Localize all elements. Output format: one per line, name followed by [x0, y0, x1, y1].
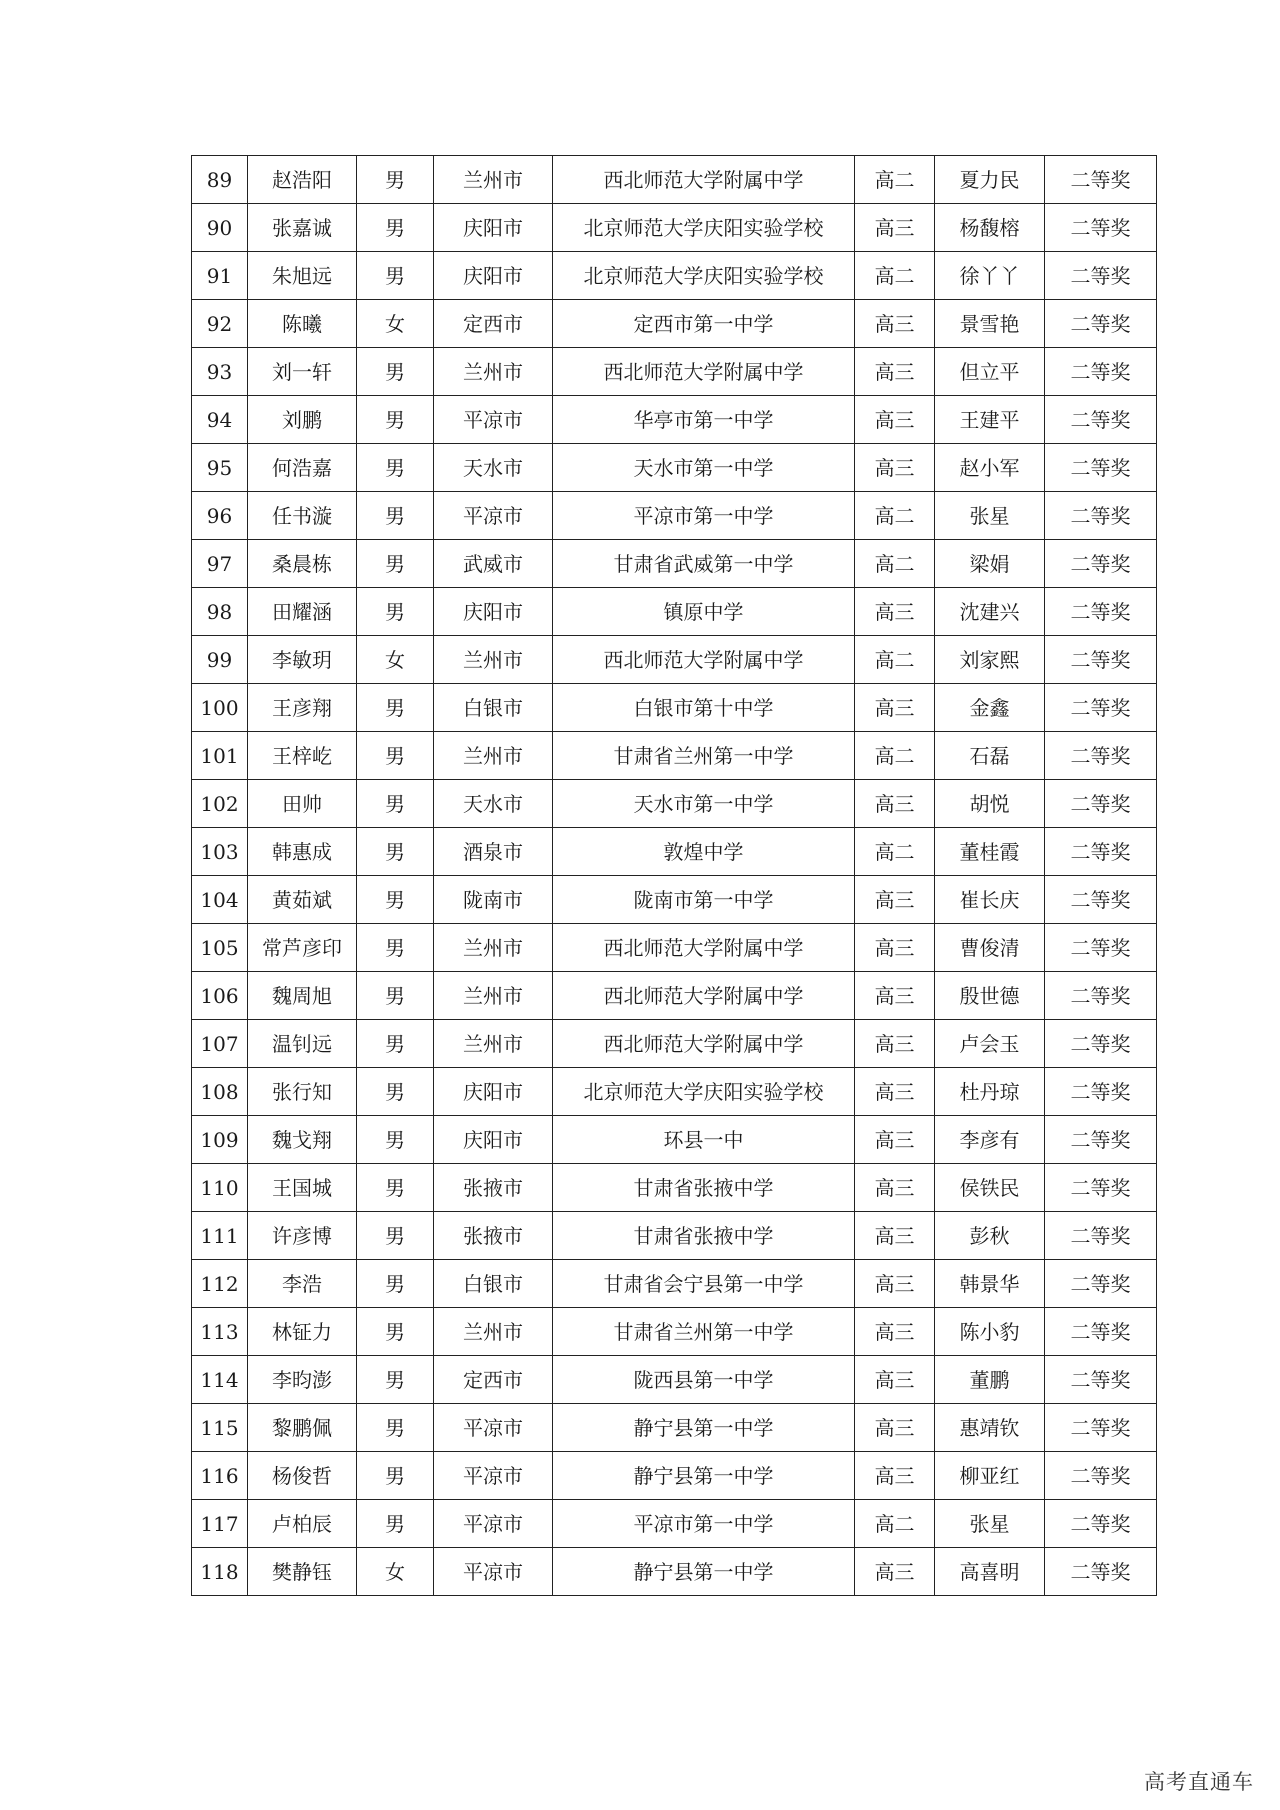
- cell-award: 二等奖: [1045, 252, 1157, 300]
- cell-award: 二等奖: [1045, 684, 1157, 732]
- cell-award: 二等奖: [1045, 1212, 1157, 1260]
- table-row: [192, 1452, 1157, 1500]
- cell-gender: 男: [357, 252, 434, 300]
- cell-city: 陇南市: [434, 876, 553, 924]
- table-row: [192, 1068, 1157, 1116]
- cell-grade: 高二: [855, 1500, 935, 1548]
- cell-number: 113: [192, 1308, 248, 1356]
- table-row: [192, 588, 1157, 636]
- cell-grade: 高三: [855, 1068, 935, 1116]
- cell-gender: 男: [357, 924, 434, 972]
- cell-name: 田帅: [248, 780, 357, 828]
- cell-name: 朱旭远: [248, 252, 357, 300]
- cell-number: 95: [192, 444, 248, 492]
- cell-award: 二等奖: [1045, 492, 1157, 540]
- cell-school: 平凉市第一中学: [553, 1500, 855, 1548]
- cell-grade: 高三: [855, 444, 935, 492]
- table-row: [192, 780, 1157, 828]
- cell-award: 二等奖: [1045, 1404, 1157, 1452]
- cell-award: 二等奖: [1045, 1308, 1157, 1356]
- table-row: [192, 732, 1157, 780]
- cell-school: 陇西县第一中学: [553, 1356, 855, 1404]
- cell-school: 白银市第十中学: [553, 684, 855, 732]
- table-row: [192, 252, 1157, 300]
- cell-award: 二等奖: [1045, 1260, 1157, 1308]
- cell-award: 二等奖: [1045, 636, 1157, 684]
- cell-name: 黄茹斌: [248, 876, 357, 924]
- cell-city: 平凉市: [434, 1404, 553, 1452]
- table-row: [192, 684, 1157, 732]
- table-row: [192, 636, 1157, 684]
- cell-grade: 高三: [855, 1116, 935, 1164]
- cell-city: 白银市: [434, 684, 553, 732]
- cell-school: 镇原中学: [553, 588, 855, 636]
- cell-teacher: 曹俊清: [935, 924, 1045, 972]
- cell-teacher: 彭秋: [935, 1212, 1045, 1260]
- cell-number: 115: [192, 1404, 248, 1452]
- table-row: [192, 492, 1157, 540]
- cell-city: 兰州市: [434, 732, 553, 780]
- cell-award: 二等奖: [1045, 1356, 1157, 1404]
- cell-name: 赵浩阳: [248, 156, 357, 204]
- cell-teacher: 高喜明: [935, 1548, 1045, 1596]
- cell-city: 兰州市: [434, 1020, 553, 1068]
- cell-number: 102: [192, 780, 248, 828]
- cell-name: 林钲力: [248, 1308, 357, 1356]
- cell-gender: 女: [357, 300, 434, 348]
- cell-number: 107: [192, 1020, 248, 1068]
- cell-city: 张掖市: [434, 1164, 553, 1212]
- cell-school: 静宁县第一中学: [553, 1452, 855, 1500]
- cell-gender: 男: [357, 828, 434, 876]
- watermark-text: 高考直通车: [1144, 1770, 1254, 1794]
- cell-name: 刘鹏: [248, 396, 357, 444]
- cell-gender: 男: [357, 444, 434, 492]
- cell-number: 118: [192, 1548, 248, 1596]
- cell-grade: 高二: [855, 732, 935, 780]
- cell-gender: 男: [357, 1404, 434, 1452]
- cell-school: 静宁县第一中学: [553, 1548, 855, 1596]
- cell-city: 白银市: [434, 1260, 553, 1308]
- table-row: [192, 972, 1157, 1020]
- cell-school: 静宁县第一中学: [553, 1404, 855, 1452]
- cell-award: 二等奖: [1045, 540, 1157, 588]
- cell-number: 100: [192, 684, 248, 732]
- cell-number: 104: [192, 876, 248, 924]
- cell-name: 韩惠成: [248, 828, 357, 876]
- cell-award: 二等奖: [1045, 1500, 1157, 1548]
- cell-award: 二等奖: [1045, 1452, 1157, 1500]
- cell-award: 二等奖: [1045, 300, 1157, 348]
- cell-award: 二等奖: [1045, 876, 1157, 924]
- cell-name: 杨俊哲: [248, 1452, 357, 1500]
- cell-teacher: 胡悦: [935, 780, 1045, 828]
- cell-gender: 男: [357, 348, 434, 396]
- cell-number: 114: [192, 1356, 248, 1404]
- cell-grade: 高二: [855, 156, 935, 204]
- cell-teacher: 徐丫丫: [935, 252, 1045, 300]
- cell-award: 二等奖: [1045, 1116, 1157, 1164]
- cell-gender: 女: [357, 636, 434, 684]
- cell-number: 105: [192, 924, 248, 972]
- cell-city: 定西市: [434, 1356, 553, 1404]
- cell-award: 二等奖: [1045, 1068, 1157, 1116]
- cell-teacher: 赵小军: [935, 444, 1045, 492]
- cell-teacher: 杨馥榕: [935, 204, 1045, 252]
- cell-teacher: 李彦有: [935, 1116, 1045, 1164]
- cell-gender: 男: [357, 1452, 434, 1500]
- cell-school: 甘肃省会宁县第一中学: [553, 1260, 855, 1308]
- table-row: [192, 1212, 1157, 1260]
- cell-number: 116: [192, 1452, 248, 1500]
- cell-school: 定西市第一中学: [553, 300, 855, 348]
- cell-number: 117: [192, 1500, 248, 1548]
- cell-city: 天水市: [434, 780, 553, 828]
- cell-grade: 高三: [855, 1452, 935, 1500]
- cell-award: 二等奖: [1045, 396, 1157, 444]
- cell-school: 北京师范大学庆阳实验学校: [553, 204, 855, 252]
- table-body: [192, 156, 1157, 1596]
- table-row: [192, 300, 1157, 348]
- cell-grade: 高三: [855, 1260, 935, 1308]
- cell-number: 111: [192, 1212, 248, 1260]
- cell-number: 101: [192, 732, 248, 780]
- table-row: [192, 828, 1157, 876]
- cell-name: 刘一轩: [248, 348, 357, 396]
- cell-teacher: 景雪艳: [935, 300, 1045, 348]
- cell-name: 魏周旭: [248, 972, 357, 1020]
- cell-number: 112: [192, 1260, 248, 1308]
- cell-award: 二等奖: [1045, 924, 1157, 972]
- cell-grade: 高三: [855, 684, 935, 732]
- cell-city: 定西市: [434, 300, 553, 348]
- table-row: [192, 1356, 1157, 1404]
- cell-number: 96: [192, 492, 248, 540]
- cell-grade: 高三: [855, 1020, 935, 1068]
- cell-name: 黎鹏佩: [248, 1404, 357, 1452]
- cell-grade: 高三: [855, 972, 935, 1020]
- cell-teacher: 沈建兴: [935, 588, 1045, 636]
- cell-award: 二等奖: [1045, 732, 1157, 780]
- cell-school: 甘肃省张掖中学: [553, 1164, 855, 1212]
- cell-number: 109: [192, 1116, 248, 1164]
- cell-award: 二等奖: [1045, 1164, 1157, 1212]
- cell-name: 田耀涵: [248, 588, 357, 636]
- cell-teacher: 梁娟: [935, 540, 1045, 588]
- cell-school: 西北师范大学附属中学: [553, 924, 855, 972]
- cell-school: 西北师范大学附属中学: [553, 156, 855, 204]
- cell-teacher: 董桂霞: [935, 828, 1045, 876]
- cell-name: 卢柏辰: [248, 1500, 357, 1548]
- cell-city: 兰州市: [434, 924, 553, 972]
- cell-city: 兰州市: [434, 1308, 553, 1356]
- cell-city: 庆阳市: [434, 204, 553, 252]
- table-row: [192, 1500, 1157, 1548]
- cell-teacher: 杜丹琼: [935, 1068, 1045, 1116]
- table-row: [192, 1260, 1157, 1308]
- cell-school: 环县一中: [553, 1116, 855, 1164]
- cell-gender: 男: [357, 1356, 434, 1404]
- cell-teacher: 张星: [935, 1500, 1045, 1548]
- cell-grade: 高二: [855, 828, 935, 876]
- cell-teacher: 夏力民: [935, 156, 1045, 204]
- cell-name: 许彦博: [248, 1212, 357, 1260]
- cell-award: 二等奖: [1045, 1020, 1157, 1068]
- cell-school: 西北师范大学附属中学: [553, 1020, 855, 1068]
- cell-school: 北京师范大学庆阳实验学校: [553, 252, 855, 300]
- cell-grade: 高三: [855, 1308, 935, 1356]
- cell-teacher: 张星: [935, 492, 1045, 540]
- cell-grade: 高三: [855, 876, 935, 924]
- cell-number: 103: [192, 828, 248, 876]
- cell-gender: 男: [357, 1020, 434, 1068]
- cell-name: 张行知: [248, 1068, 357, 1116]
- cell-number: 108: [192, 1068, 248, 1116]
- cell-teacher: 刘家熙: [935, 636, 1045, 684]
- cell-city: 平凉市: [434, 492, 553, 540]
- cell-name: 任书漩: [248, 492, 357, 540]
- table-row: [192, 1404, 1157, 1452]
- cell-teacher: 陈小豹: [935, 1308, 1045, 1356]
- cell-grade: 高三: [855, 588, 935, 636]
- cell-teacher: 石磊: [935, 732, 1045, 780]
- cell-city: 武威市: [434, 540, 553, 588]
- cell-name: 李昀澎: [248, 1356, 357, 1404]
- cell-city: 酒泉市: [434, 828, 553, 876]
- cell-gender: 男: [357, 204, 434, 252]
- cell-grade: 高二: [855, 540, 935, 588]
- cell-city: 兰州市: [434, 972, 553, 1020]
- cell-gender: 男: [357, 780, 434, 828]
- table-row: [192, 1548, 1157, 1596]
- cell-award: 二等奖: [1045, 156, 1157, 204]
- cell-number: 97: [192, 540, 248, 588]
- cell-grade: 高二: [855, 492, 935, 540]
- cell-number: 110: [192, 1164, 248, 1212]
- cell-name: 陈曦: [248, 300, 357, 348]
- cell-city: 平凉市: [434, 1500, 553, 1548]
- cell-gender: 男: [357, 492, 434, 540]
- cell-name: 何浩嘉: [248, 444, 357, 492]
- award-list-table: [191, 155, 1157, 1596]
- cell-city: 张掖市: [434, 1212, 553, 1260]
- cell-city: 兰州市: [434, 636, 553, 684]
- cell-teacher: 惠靖钦: [935, 1404, 1045, 1452]
- cell-name: 温钊远: [248, 1020, 357, 1068]
- cell-award: 二等奖: [1045, 780, 1157, 828]
- cell-grade: 高三: [855, 1212, 935, 1260]
- table-row: [192, 1164, 1157, 1212]
- cell-school: 甘肃省兰州第一中学: [553, 1308, 855, 1356]
- cell-number: 91: [192, 252, 248, 300]
- cell-gender: 男: [357, 540, 434, 588]
- cell-teacher: 董鹏: [935, 1356, 1045, 1404]
- cell-teacher: 侯铁民: [935, 1164, 1045, 1212]
- table-row: [192, 444, 1157, 492]
- cell-teacher: 柳亚红: [935, 1452, 1045, 1500]
- cell-grade: 高三: [855, 348, 935, 396]
- cell-number: 98: [192, 588, 248, 636]
- cell-gender: 男: [357, 396, 434, 444]
- cell-award: 二等奖: [1045, 588, 1157, 636]
- cell-number: 92: [192, 300, 248, 348]
- cell-school: 北京师范大学庆阳实验学校: [553, 1068, 855, 1116]
- cell-name: 王梓屹: [248, 732, 357, 780]
- cell-grade: 高二: [855, 636, 935, 684]
- cell-city: 平凉市: [434, 396, 553, 444]
- cell-number: 89: [192, 156, 248, 204]
- table-row: [192, 1116, 1157, 1164]
- cell-grade: 高三: [855, 780, 935, 828]
- cell-name: 桑晨栋: [248, 540, 357, 588]
- cell-grade: 高三: [855, 396, 935, 444]
- table-row: [192, 204, 1157, 252]
- cell-city: 庆阳市: [434, 588, 553, 636]
- cell-gender: 男: [357, 876, 434, 924]
- table-row: [192, 396, 1157, 444]
- cell-number: 94: [192, 396, 248, 444]
- table-row: [192, 1308, 1157, 1356]
- cell-teacher: 殷世德: [935, 972, 1045, 1020]
- cell-grade: 高三: [855, 1404, 935, 1452]
- cell-city: 庆阳市: [434, 1116, 553, 1164]
- cell-teacher: 韩景华: [935, 1260, 1045, 1308]
- cell-city: 庆阳市: [434, 1068, 553, 1116]
- cell-grade: 高三: [855, 1548, 935, 1596]
- cell-school: 天水市第一中学: [553, 444, 855, 492]
- cell-city: 天水市: [434, 444, 553, 492]
- cell-number: 99: [192, 636, 248, 684]
- cell-name: 李敏玥: [248, 636, 357, 684]
- cell-teacher: 卢会玉: [935, 1020, 1045, 1068]
- cell-gender: 男: [357, 1308, 434, 1356]
- cell-teacher: 崔长庆: [935, 876, 1045, 924]
- cell-school: 西北师范大学附属中学: [553, 972, 855, 1020]
- cell-school: 甘肃省武威第一中学: [553, 540, 855, 588]
- cell-gender: 男: [357, 732, 434, 780]
- cell-name: 张嘉诚: [248, 204, 357, 252]
- cell-school: 华亭市第一中学: [553, 396, 855, 444]
- cell-gender: 男: [357, 1260, 434, 1308]
- cell-city: 庆阳市: [434, 252, 553, 300]
- table-row: [192, 156, 1157, 204]
- cell-city: 兰州市: [434, 348, 553, 396]
- cell-school: 西北师范大学附属中学: [553, 636, 855, 684]
- cell-number: 106: [192, 972, 248, 1020]
- cell-gender: 男: [357, 1212, 434, 1260]
- cell-gender: 男: [357, 1068, 434, 1116]
- cell-teacher: 金鑫: [935, 684, 1045, 732]
- cell-city: 平凉市: [434, 1548, 553, 1596]
- cell-school: 平凉市第一中学: [553, 492, 855, 540]
- cell-school: 敦煌中学: [553, 828, 855, 876]
- cell-number: 90: [192, 204, 248, 252]
- cell-grade: 高三: [855, 300, 935, 348]
- cell-name: 樊静钰: [248, 1548, 357, 1596]
- cell-gender: 男: [357, 1500, 434, 1548]
- cell-gender: 男: [357, 1164, 434, 1212]
- cell-school: 天水市第一中学: [553, 780, 855, 828]
- cell-grade: 高三: [855, 204, 935, 252]
- cell-award: 二等奖: [1045, 444, 1157, 492]
- table-row: [192, 1020, 1157, 1068]
- table-row: [192, 540, 1157, 588]
- cell-gender: 男: [357, 684, 434, 732]
- cell-gender: 男: [357, 156, 434, 204]
- cell-gender: 男: [357, 588, 434, 636]
- cell-school: 陇南市第一中学: [553, 876, 855, 924]
- cell-award: 二等奖: [1045, 972, 1157, 1020]
- table-row: [192, 348, 1157, 396]
- cell-teacher: 王建平: [935, 396, 1045, 444]
- cell-name: 魏戈翔: [248, 1116, 357, 1164]
- cell-school: 甘肃省兰州第一中学: [553, 732, 855, 780]
- cell-teacher: 但立平: [935, 348, 1045, 396]
- cell-grade: 高二: [855, 252, 935, 300]
- cell-city: 平凉市: [434, 1452, 553, 1500]
- cell-school: 西北师范大学附属中学: [553, 348, 855, 396]
- cell-grade: 高三: [855, 1356, 935, 1404]
- cell-gender: 男: [357, 1116, 434, 1164]
- cell-city: 兰州市: [434, 156, 553, 204]
- cell-number: 93: [192, 348, 248, 396]
- table-row: [192, 924, 1157, 972]
- cell-award: 二等奖: [1045, 348, 1157, 396]
- table-row: [192, 876, 1157, 924]
- cell-award: 二等奖: [1045, 204, 1157, 252]
- cell-grade: 高三: [855, 1164, 935, 1212]
- cell-award: 二等奖: [1045, 1548, 1157, 1596]
- cell-grade: 高三: [855, 924, 935, 972]
- cell-gender: 男: [357, 972, 434, 1020]
- cell-gender: 女: [357, 1548, 434, 1596]
- cell-school: 甘肃省张掖中学: [553, 1212, 855, 1260]
- cell-name: 王国城: [248, 1164, 357, 1212]
- cell-name: 常芦彦印: [248, 924, 357, 972]
- cell-name: 王彦翔: [248, 684, 357, 732]
- cell-award: 二等奖: [1045, 828, 1157, 876]
- cell-name: 李浩: [248, 1260, 357, 1308]
